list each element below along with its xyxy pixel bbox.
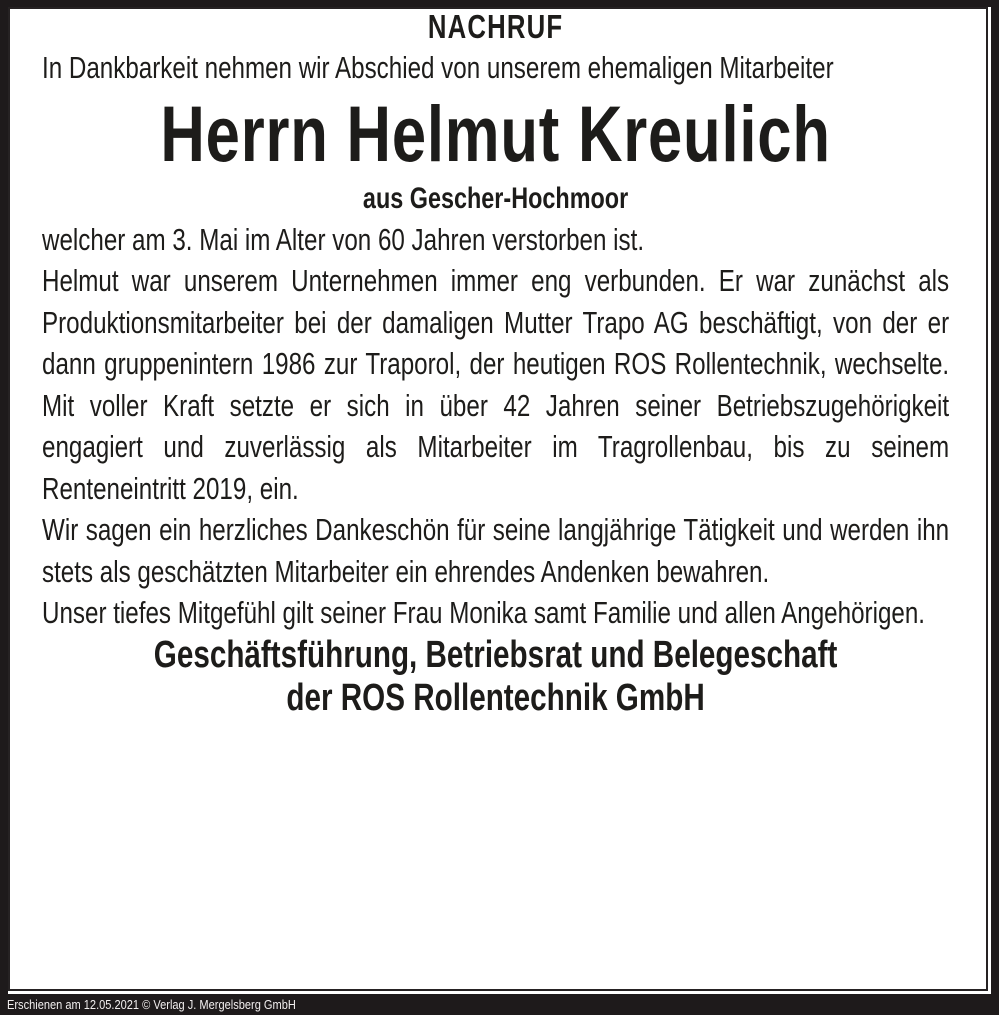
intro-line: In Dankbarkeit nehmen wir Abschied von unserem ehemaligen Mitarbeiter: [42, 50, 834, 85]
notice-title: NACHRUF: [427, 8, 564, 45]
death-statement: welcher am 3. Mai im Alter von 60 Jahren verstorben ist.: [42, 221, 645, 257]
deceased-name: Herrn Helmut Kreulich: [160, 88, 831, 178]
publication-footer: [7, 994, 347, 1015]
body-paragraph-thanks: Wir sagen ein herzliches Dankeschön für seine langjährige Tätigkeit und werden ihn stets als geschätzten Mitarbeiter ein ehrendes Andenken bewahren.: [42, 512, 950, 589]
notice-content: [42, 7, 949, 720]
publication-note: Erschienen am 12.05.2021 © Verlag J. Mergelsberg GmbH: [7, 997, 296, 1012]
origin-line: aus Gescher-Hochmoor: [362, 181, 629, 215]
signoff-line-1: Geschäftsführung, Betriebsrat und Belegeschaft: [153, 633, 838, 676]
body-paragraph-career: Helmut war unserem Unternehmen immer eng verbunden. Er war zunächst als Produktionsmitarbeiter bei der damaligen Mutter Trapo AG beschäftigt, von der er dann gruppenintern 1986 zur Traporol, der heutigen ROS Rollentechnik, wechselte. Mit voller Kraft setzte er sich in über 42 Jahren seiner Betriebszugehörigkeit engagiert und zuverlässig als Mitarbeiter im Tragrollenbau, bis zu seinem Renteneintritt 2019, ein.: [42, 263, 950, 506]
notice-card: [8, 7, 991, 994]
body-paragraph-condolence: Unser tiefes Mitgefühl gilt seiner Frau Monika samt Familie und allen Angehörigen.: [42, 595, 926, 630]
signoff-line-2: der ROS Rollentechnik GmbH: [286, 676, 705, 719]
